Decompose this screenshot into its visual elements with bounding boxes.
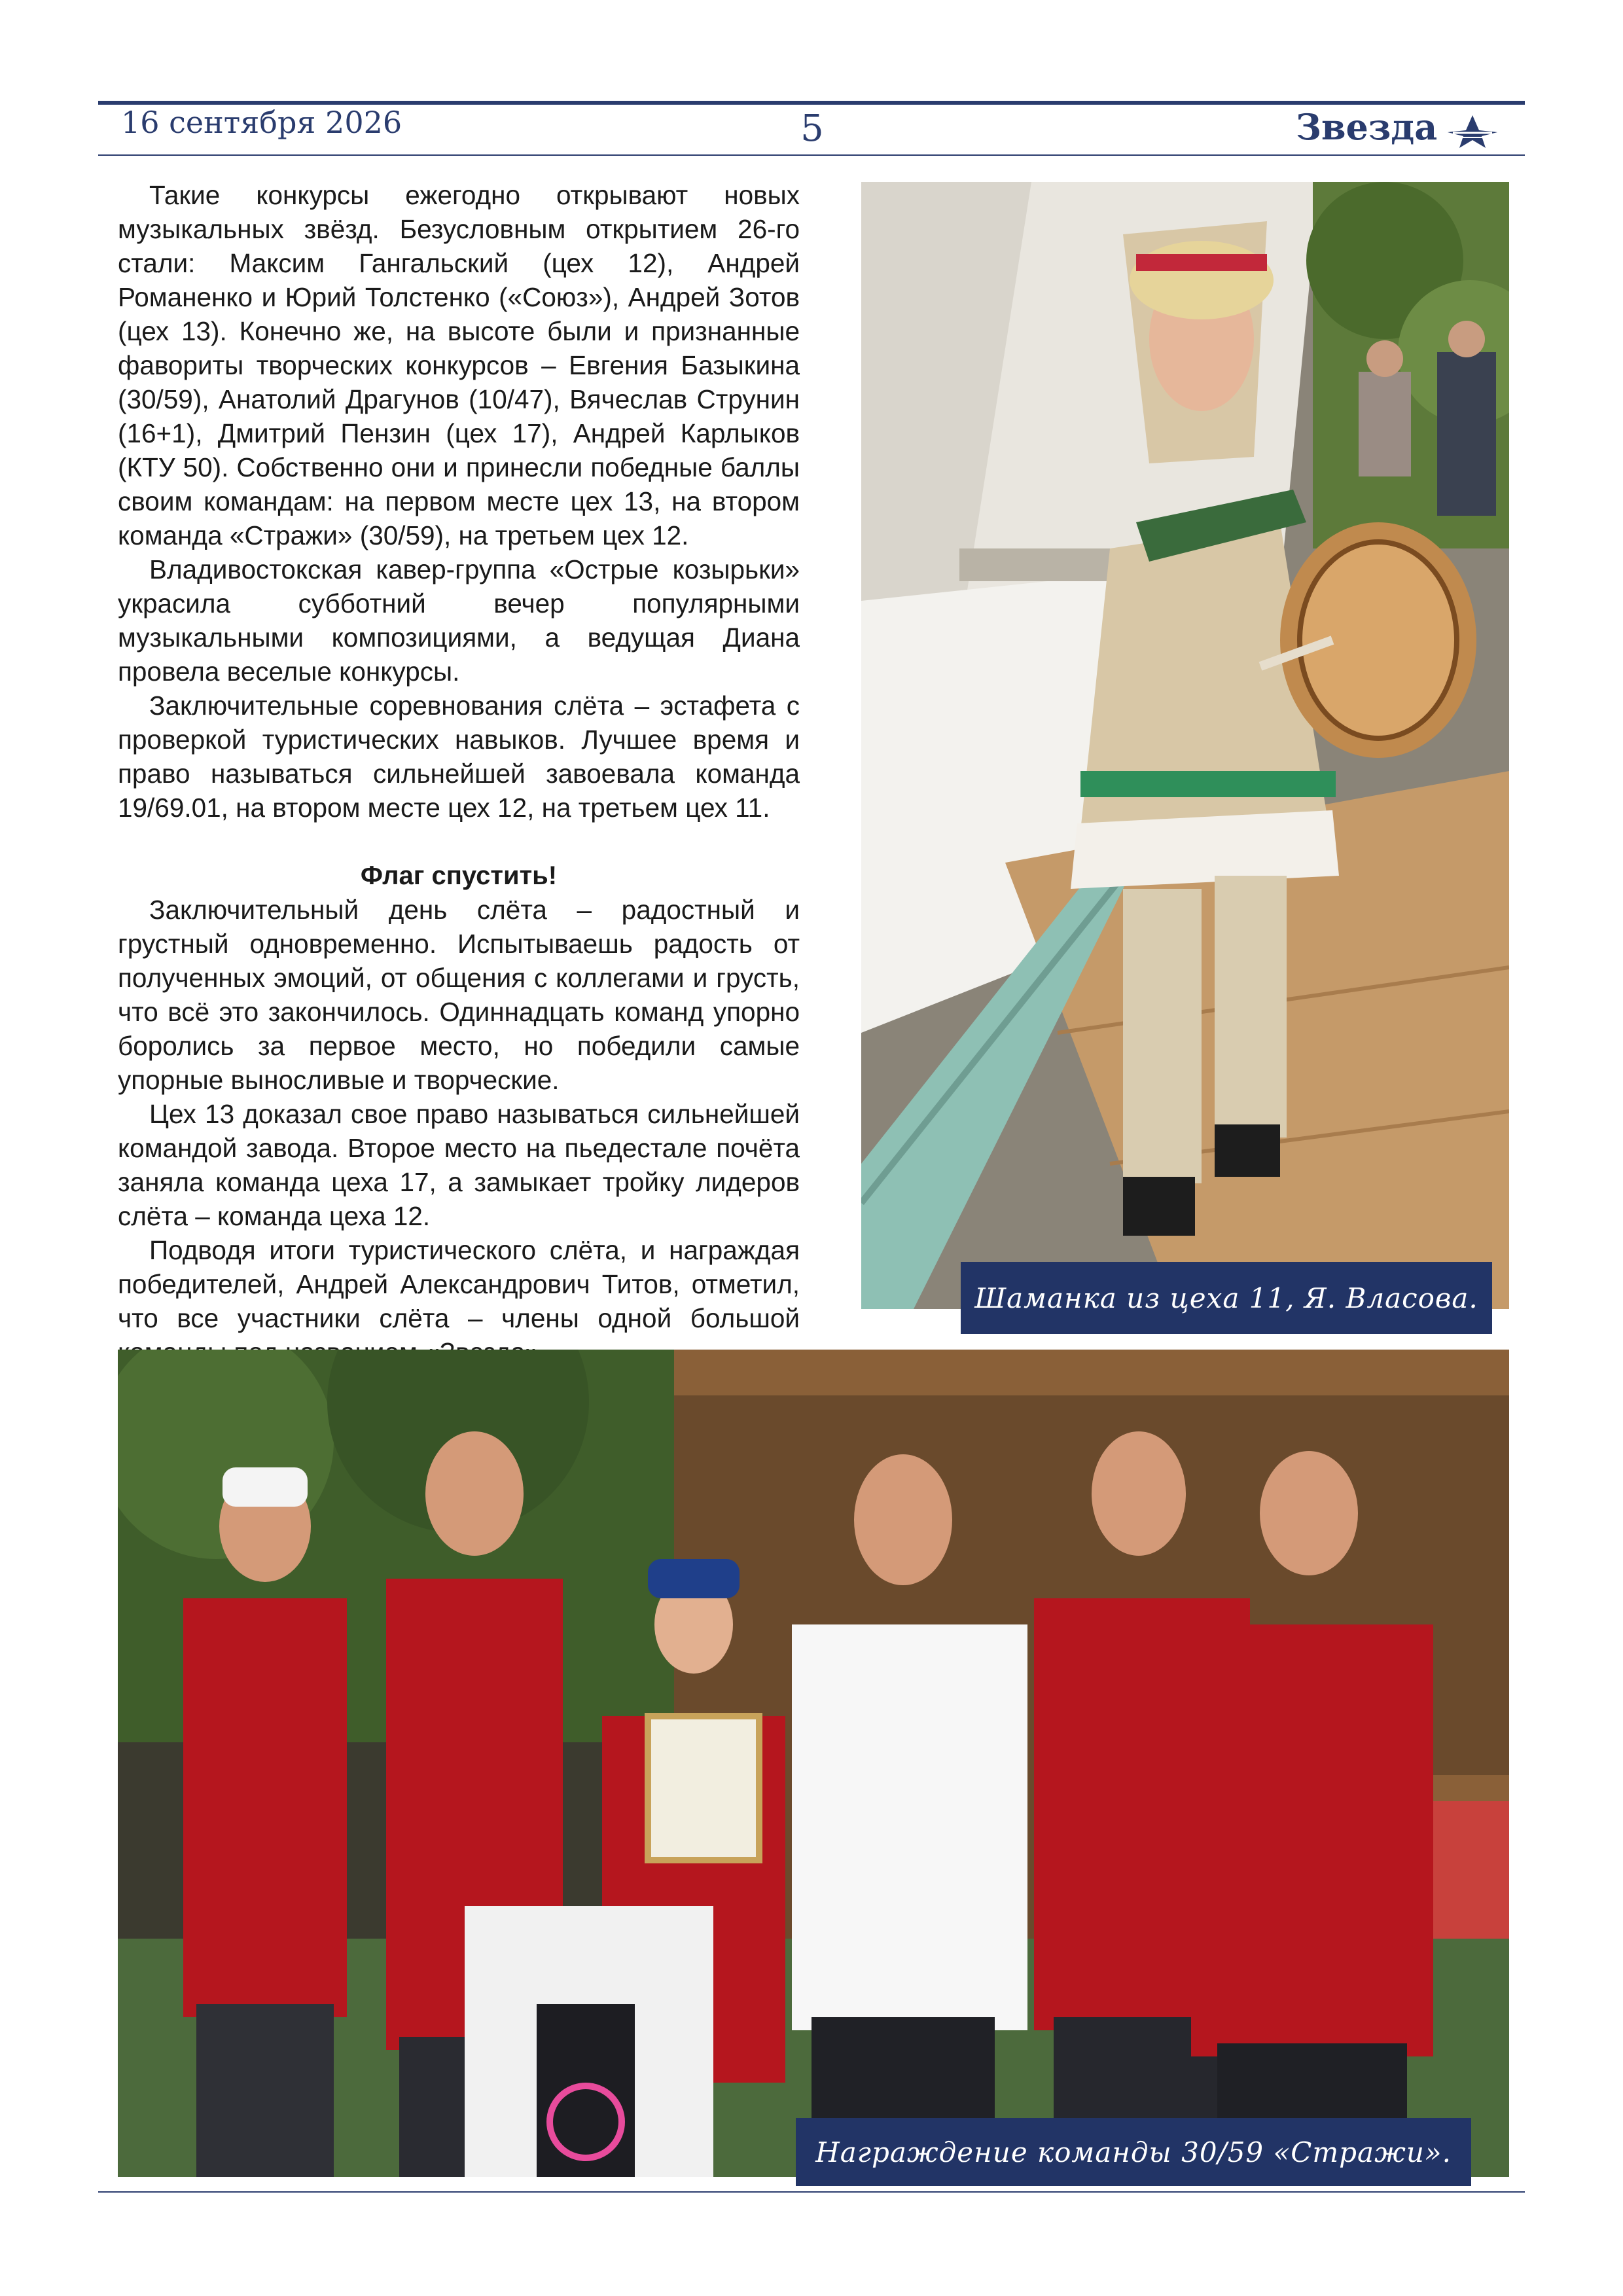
paragraph: Заключительные соревнования слёта – эстафета с проверкой туристических навыков. Лучшее время и право называться сильнейшей завоевала команда 19/69.01, на втором месте цех 12, на третьем цех 11. [118,691,800,823]
header-bottom-rule [98,154,1525,156]
shaman-photo [861,182,1509,1309]
paragraph: Заключительный день слёта – радостный и грустный одновременно. Испытываешь радость от полученных эмоций, от общения с коллегами и грусть, что всё это закончилось. Одиннадцать команд упорно боролись за первое место, но победили самые упорные выносливые и творческие. [118,895,800,1095]
paragraph: Такие конкурсы ежегодно открывают новых музыкальных звёзд. Безусловным открытием 26-го стали: Максим Гангальский (цех 12), Андрей Романенко и Юрий Толстенко («Союз»), Андрей Зотов (цех 13). Конечно же, на высоте были и признанные фавориты творческих конкурсов – Евгения Базыкина (30/59), Анатолий Драгунов (10/47), Вячеслав Струнин (16+1), Дмитрий Пензин (цех 17), Андрей Карлыков (КТУ 50). Собственно они и принесли победные баллы своим командам: на первом месте цех 13, на втором команда «Стражи» (30/59), на третьем цех 12. [118,180,800,550]
page-number: 5 [800,107,824,150]
award-photo-caption: Награждение команды 30/59 «Стражи». [796,2118,1471,2186]
award-photo [118,1350,1509,2177]
shaman-photo-caption: Шаманка из цеха 11, Я. Власова. [961,1262,1492,1334]
footer-rule [98,2191,1525,2193]
paragraph: Подводя итоги туристического слёта, и награждая победителей, Андрей Александрович Титов, отметил, что все участники слёта – члены одной большой [118,1235,800,1333]
issue-date: 16 сентября 2026 [121,105,402,140]
article-body [118,178,800,1369]
paragraph: Цех 13 доказал свое право называться сильнейшей командой завода. Второе место на пьедестале почёта заняла команда цеха 17, а замыкает тройку лидеров слёта – команда цеха 12. [118,1099,800,1231]
newspaper-title: Звезда [1296,106,1438,148]
paragraph: Владивостокская кавер-группа «Острые козырьки» украсила субботний вечер популярными музыкальными композициями, а ведущая Диана провела веселые конкурсы. [118,554,800,687]
star-emblem-icon [1446,113,1499,149]
section-subheading: Флаг спустить! [360,861,558,890]
